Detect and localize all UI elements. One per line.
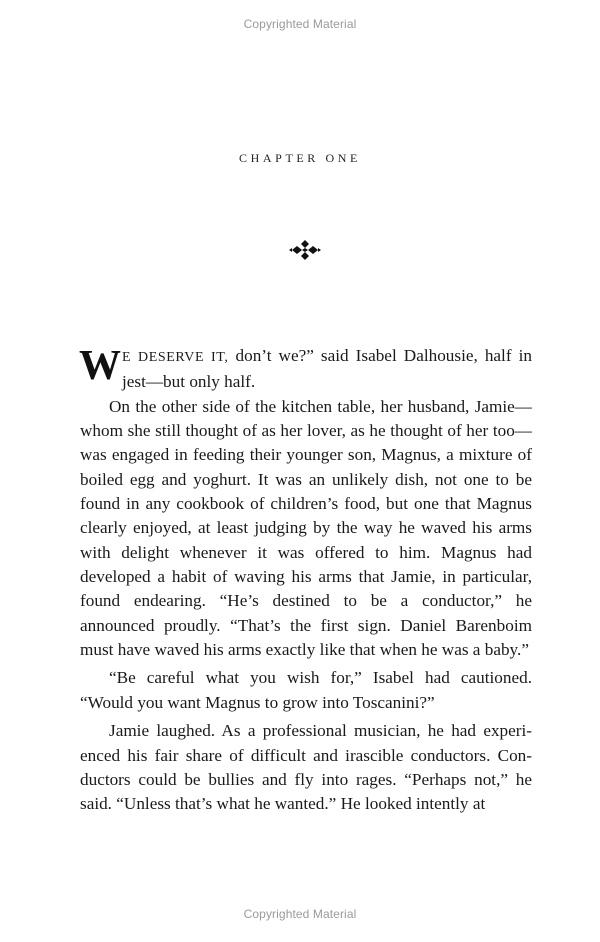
paragraph-3: “Be careful what you wish for,” Isabel had cautioned. “Would you want Magnus to grow into Toscanini?” bbox=[80, 668, 532, 712]
diamond-ornament-icon bbox=[288, 239, 322, 261]
copyright-watermark-bottom: Copyrighted Material bbox=[243, 907, 357, 921]
copyright-watermark-top: Copyrighted Material bbox=[243, 17, 357, 31]
paragraph-4: Jamie laughed. As a professional musician, he had experienced his fair share of difficult and irascible conductors. Conductors could be bullies and fly into rages. “Perhaps not,” he said. “Unless that’s what he wanted.” He looked intently at bbox=[80, 721, 532, 814]
chapter-heading: CHAPTER ONE bbox=[239, 151, 361, 165]
opening-smallcaps: E DESERVE IT, bbox=[122, 350, 229, 365]
chapter-body bbox=[80, 344, 532, 817]
paragraph-1-text: don’t we?” said Isabel Dalhousie, half in jest—but only half. bbox=[122, 346, 532, 392]
paragraph-1 bbox=[80, 344, 532, 395]
drop-cap: W bbox=[79, 343, 120, 389]
paragraph-2: On the other side of the kitchen table, her husband, Jamie—whom she still thought of as her lover, as he thought of her too—was engaged in feeding their younger son, Magnus, a mixture of boiled egg and yoghurt. It was an unlikely dish, not one to be found in any cookbook of children’s food, but one that Magnus clearly enjoyed, at least judging by the way he waved his arms with delight whenever it was offered to him. Magnus had developed a habit of waving his arms that Jamie, in particular, found endearing. “He’s destined to be a conductor,” he announced proudly. “That’s the first sign. Daniel Barenboim must have waved his arms exactly like that when he was a baby.” bbox=[80, 396, 532, 660]
